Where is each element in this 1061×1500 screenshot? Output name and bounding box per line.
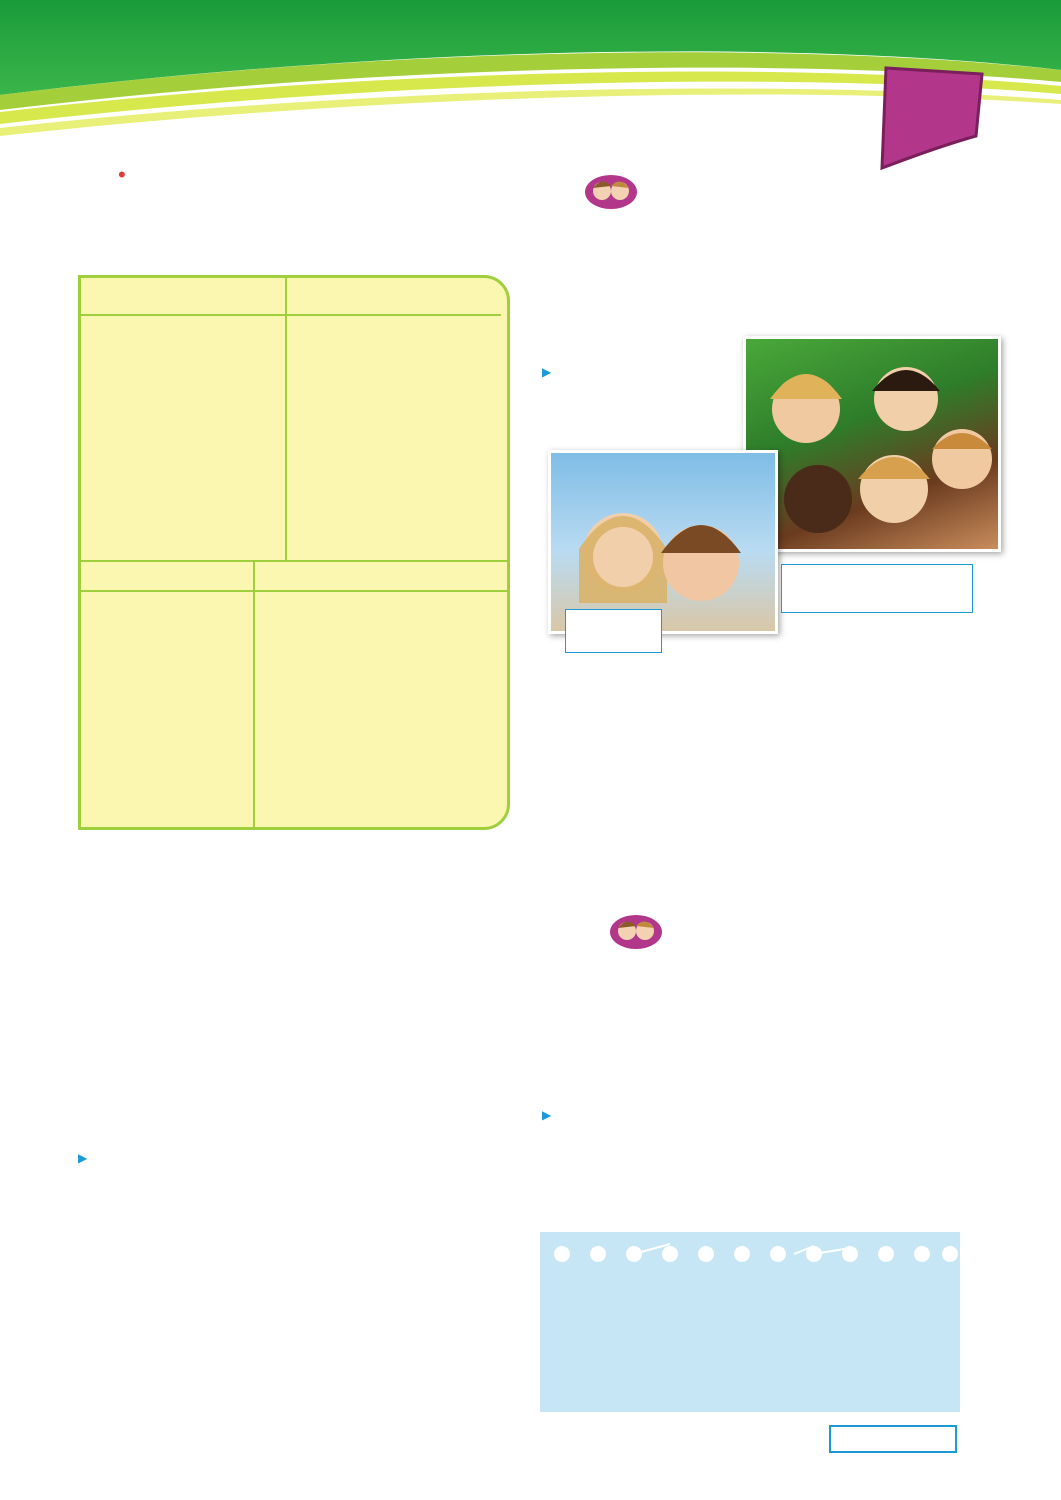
bullet-icon: •: [118, 162, 126, 187]
photo-wendy-and-jill: [548, 450, 778, 634]
arrow-icon: ▶: [542, 1108, 552, 1122]
arrow-icon: ▶: [542, 365, 552, 379]
unit-badge: [880, 66, 988, 170]
photo-group-of-friends: [743, 336, 1001, 552]
writing-box: [540, 1232, 960, 1412]
pair-work-icon: [583, 172, 639, 212]
arrow-icon: ▶: [78, 1151, 88, 1165]
pair-work-icon: [608, 912, 664, 952]
caption-wendy-jill: [565, 609, 662, 653]
workbook-reference[interactable]: [829, 1425, 957, 1453]
caption-group: [781, 564, 973, 613]
grammar-box: [78, 275, 510, 830]
